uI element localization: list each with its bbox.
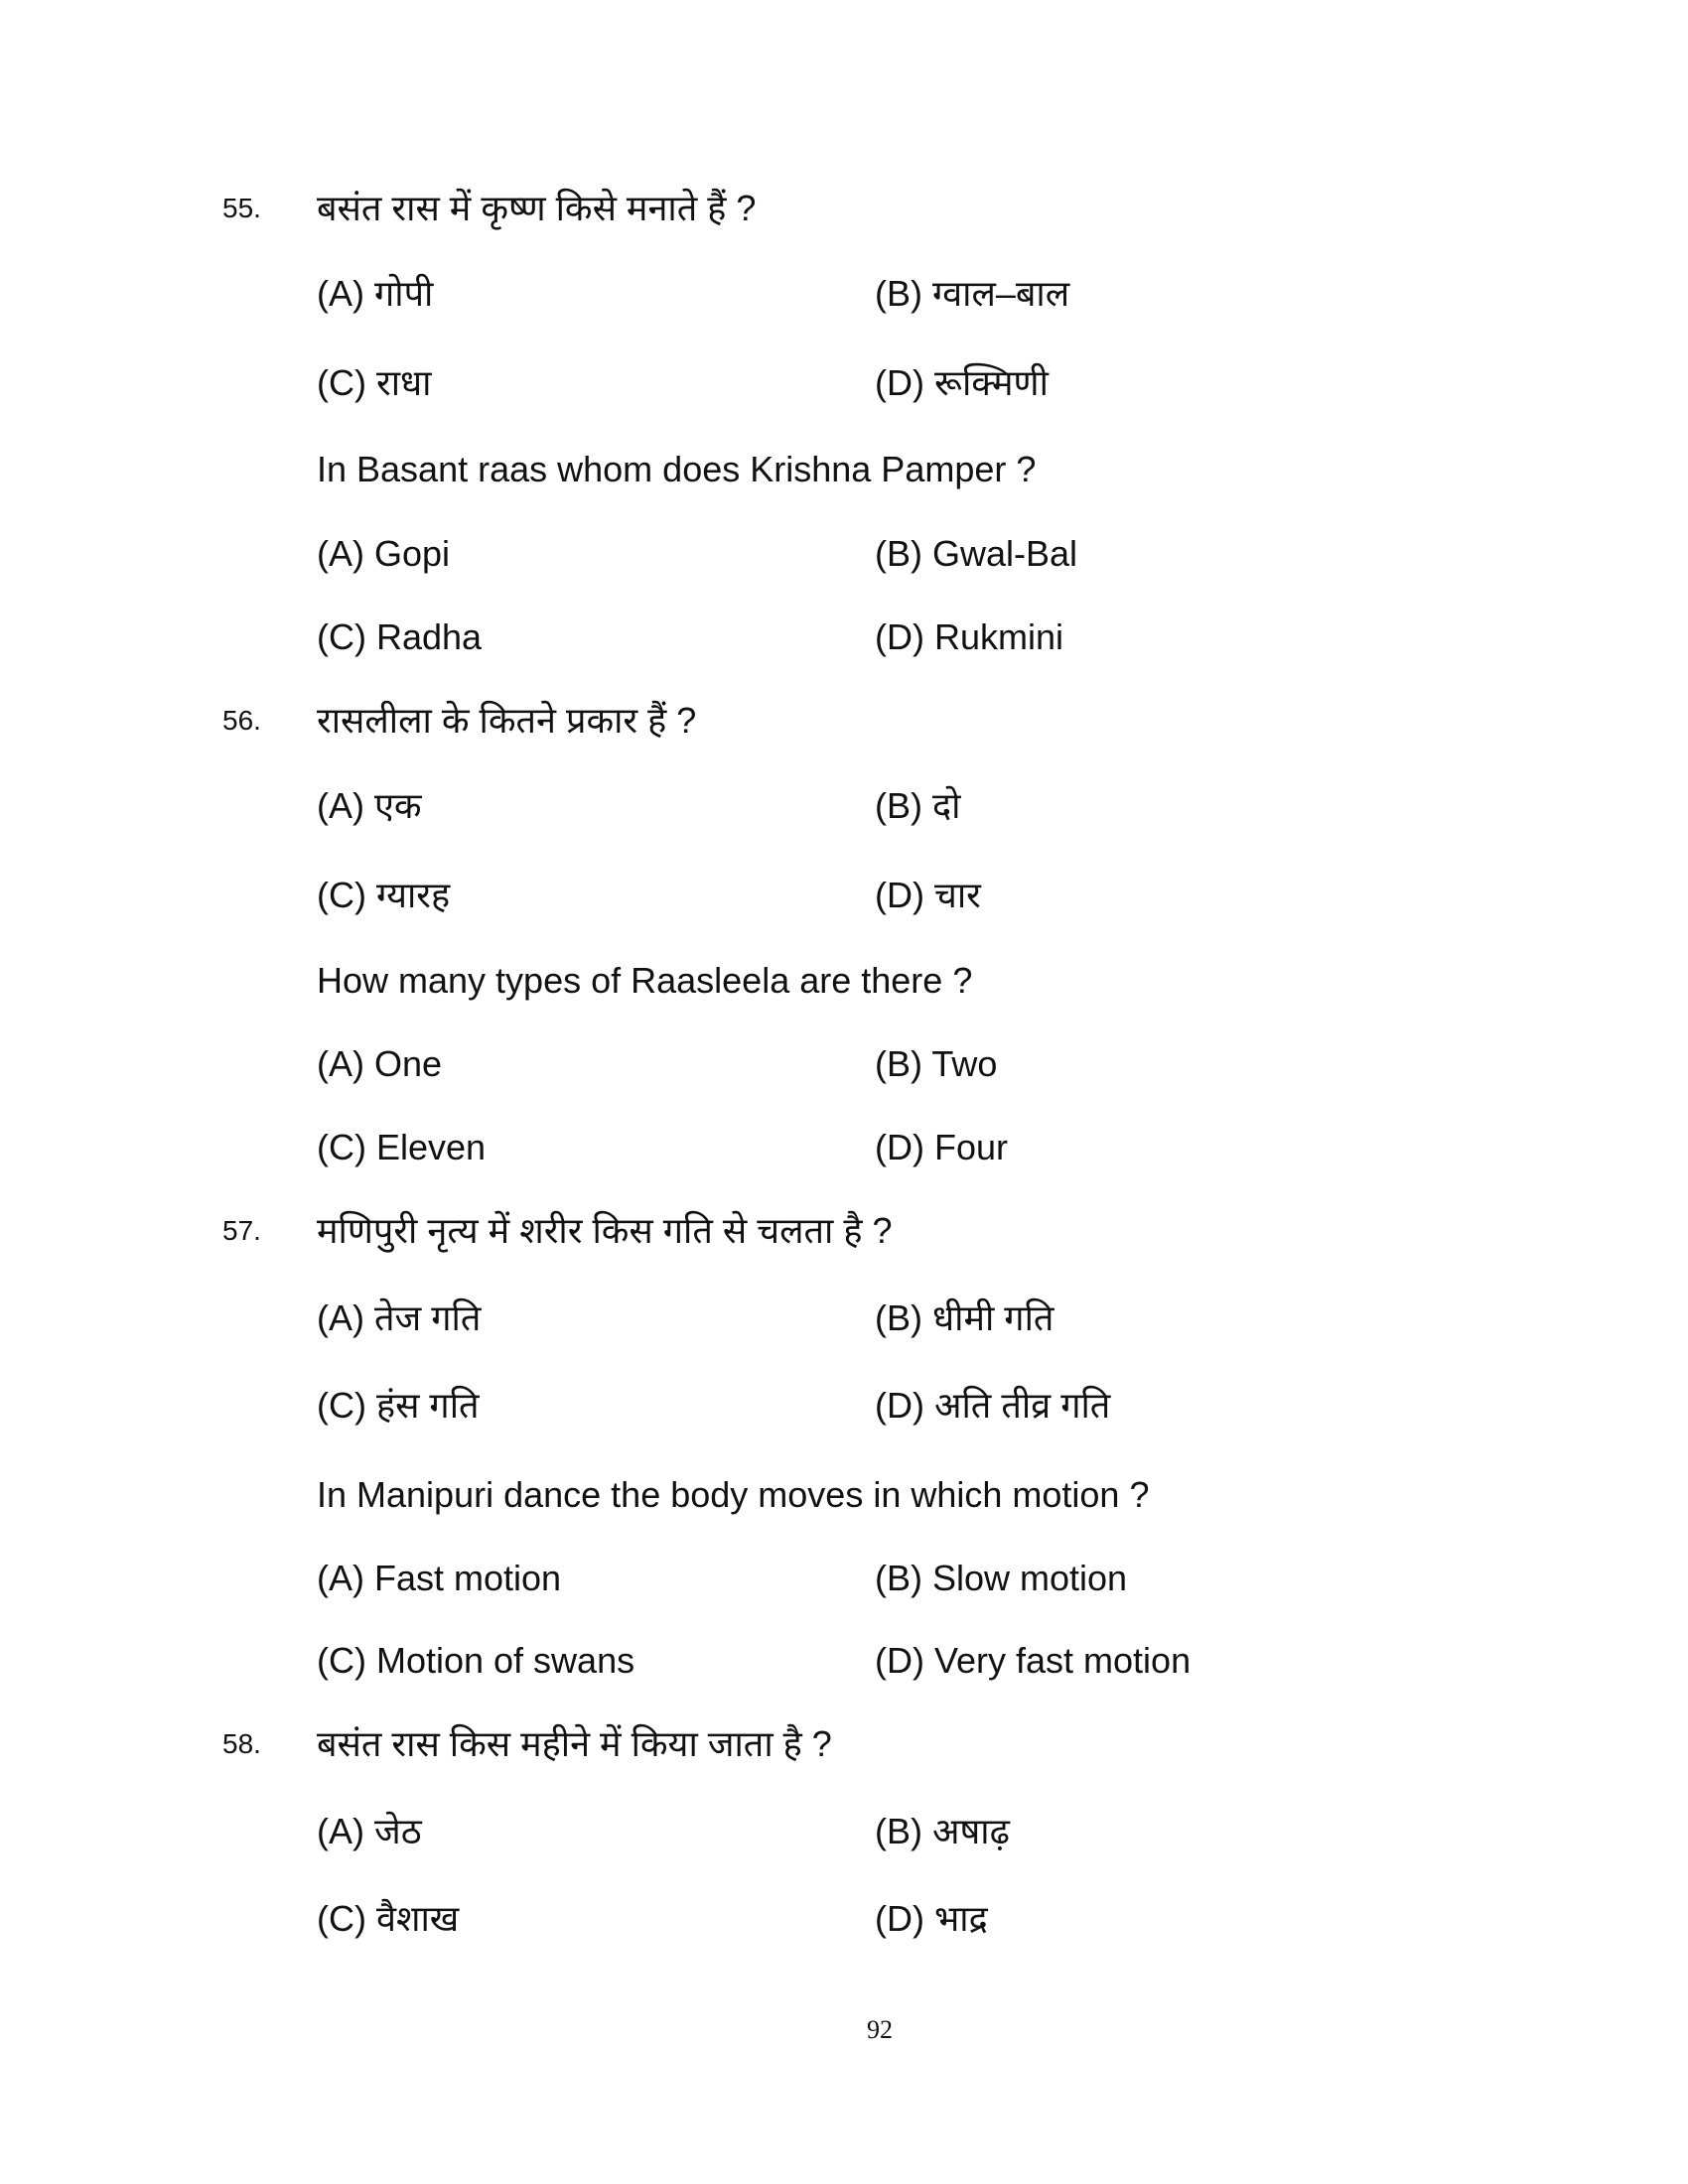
options-row: [0, 874, 1688, 917]
question-text-english: In Basant raas whom does Krishna Pamper ?: [317, 449, 1037, 489]
option-c: (C) Radha: [317, 616, 483, 657]
options-row: [0, 1639, 1688, 1683]
question-row: [0, 1722, 1688, 1766]
option-c: (C) वैशाख: [317, 1898, 460, 1939]
options-row: [0, 1897, 1688, 1941]
question-row: [0, 699, 1688, 743]
option-b: (B) दो: [875, 785, 961, 826]
question-row: [0, 187, 1688, 230]
question-number: 56.: [222, 705, 261, 736]
option-d: (D) Four: [875, 1127, 1008, 1167]
option-d: (D) अति तीव्र गति: [875, 1385, 1111, 1426]
option-d: (D) चार: [875, 875, 981, 915]
options-row: [0, 361, 1688, 405]
question-text-hindi: बसंत रास में कृष्ण किसे मनाते हैं ?: [317, 188, 757, 228]
option-c: (C) Motion of swans: [317, 1640, 635, 1681]
options-row: [0, 1126, 1688, 1169]
option-b: (B) Gwal-Bal: [875, 533, 1078, 574]
question-text-english: In Manipuri dance the body moves in which motion ?: [317, 1474, 1150, 1515]
options-row: [0, 1810, 1688, 1853]
options-row: [0, 1042, 1688, 1086]
option-b: (B) Slow motion: [875, 1558, 1128, 1598]
option-c: (C) हंस गति: [317, 1385, 480, 1426]
options-row: [0, 532, 1688, 576]
options-row: [0, 1297, 1688, 1340]
option-c: (C) Eleven: [317, 1127, 487, 1167]
question-number: 58.: [222, 1728, 261, 1759]
option-c: (C) राधा: [317, 362, 432, 403]
options-row: [0, 1557, 1688, 1600]
option-a: (A) गोपी: [317, 273, 434, 314]
options-row: [0, 615, 1688, 659]
options-row: [0, 272, 1688, 316]
question-text-hindi: मणिपुरी नृत्य में शरीर किस गति से चलता है ?: [317, 1210, 893, 1251]
option-a: (A) तेज गति: [317, 1297, 482, 1338]
question-text-hindi: रासलीला के कितने प्रकार हैं ?: [317, 700, 697, 741]
question-text-hindi: बसंत रास किस महीने में किया जाता है ?: [317, 1723, 832, 1764]
option-a: (A) Gopi: [317, 533, 451, 574]
option-d: (D) Very fast motion: [875, 1640, 1192, 1681]
option-b: (B) Two: [875, 1043, 998, 1084]
option-a: (A) One: [317, 1043, 443, 1084]
question-number: 57.: [222, 1215, 261, 1246]
question-row: [0, 959, 1688, 1003]
question-row: [0, 1473, 1688, 1517]
page-number: 92: [867, 2015, 893, 2044]
option-b: (B) धीमी गति: [875, 1297, 1055, 1338]
option-a: (A) एक: [317, 785, 422, 826]
option-b: (B) ग्वाल–बाल: [875, 273, 1070, 314]
question-row: [0, 448, 1688, 491]
question-number: 55.: [222, 193, 261, 223]
option-b: (B) अषाढ़: [875, 1811, 1010, 1851]
options-row: [0, 1384, 1688, 1428]
option-d: (D) Rukmini: [875, 616, 1064, 657]
question-row: [0, 1209, 1688, 1253]
option-d: (D) भाद्र: [875, 1898, 988, 1939]
question-text-english: How many types of Raasleela are there ?: [317, 960, 973, 1001]
option-c: (C) ग्यारह: [317, 875, 451, 915]
option-a: (A) Fast motion: [317, 1558, 562, 1598]
options-row: [0, 784, 1688, 828]
option-d: (D) रूक्मिणी: [875, 362, 1049, 403]
option-a: (A) जेठ: [317, 1811, 422, 1851]
